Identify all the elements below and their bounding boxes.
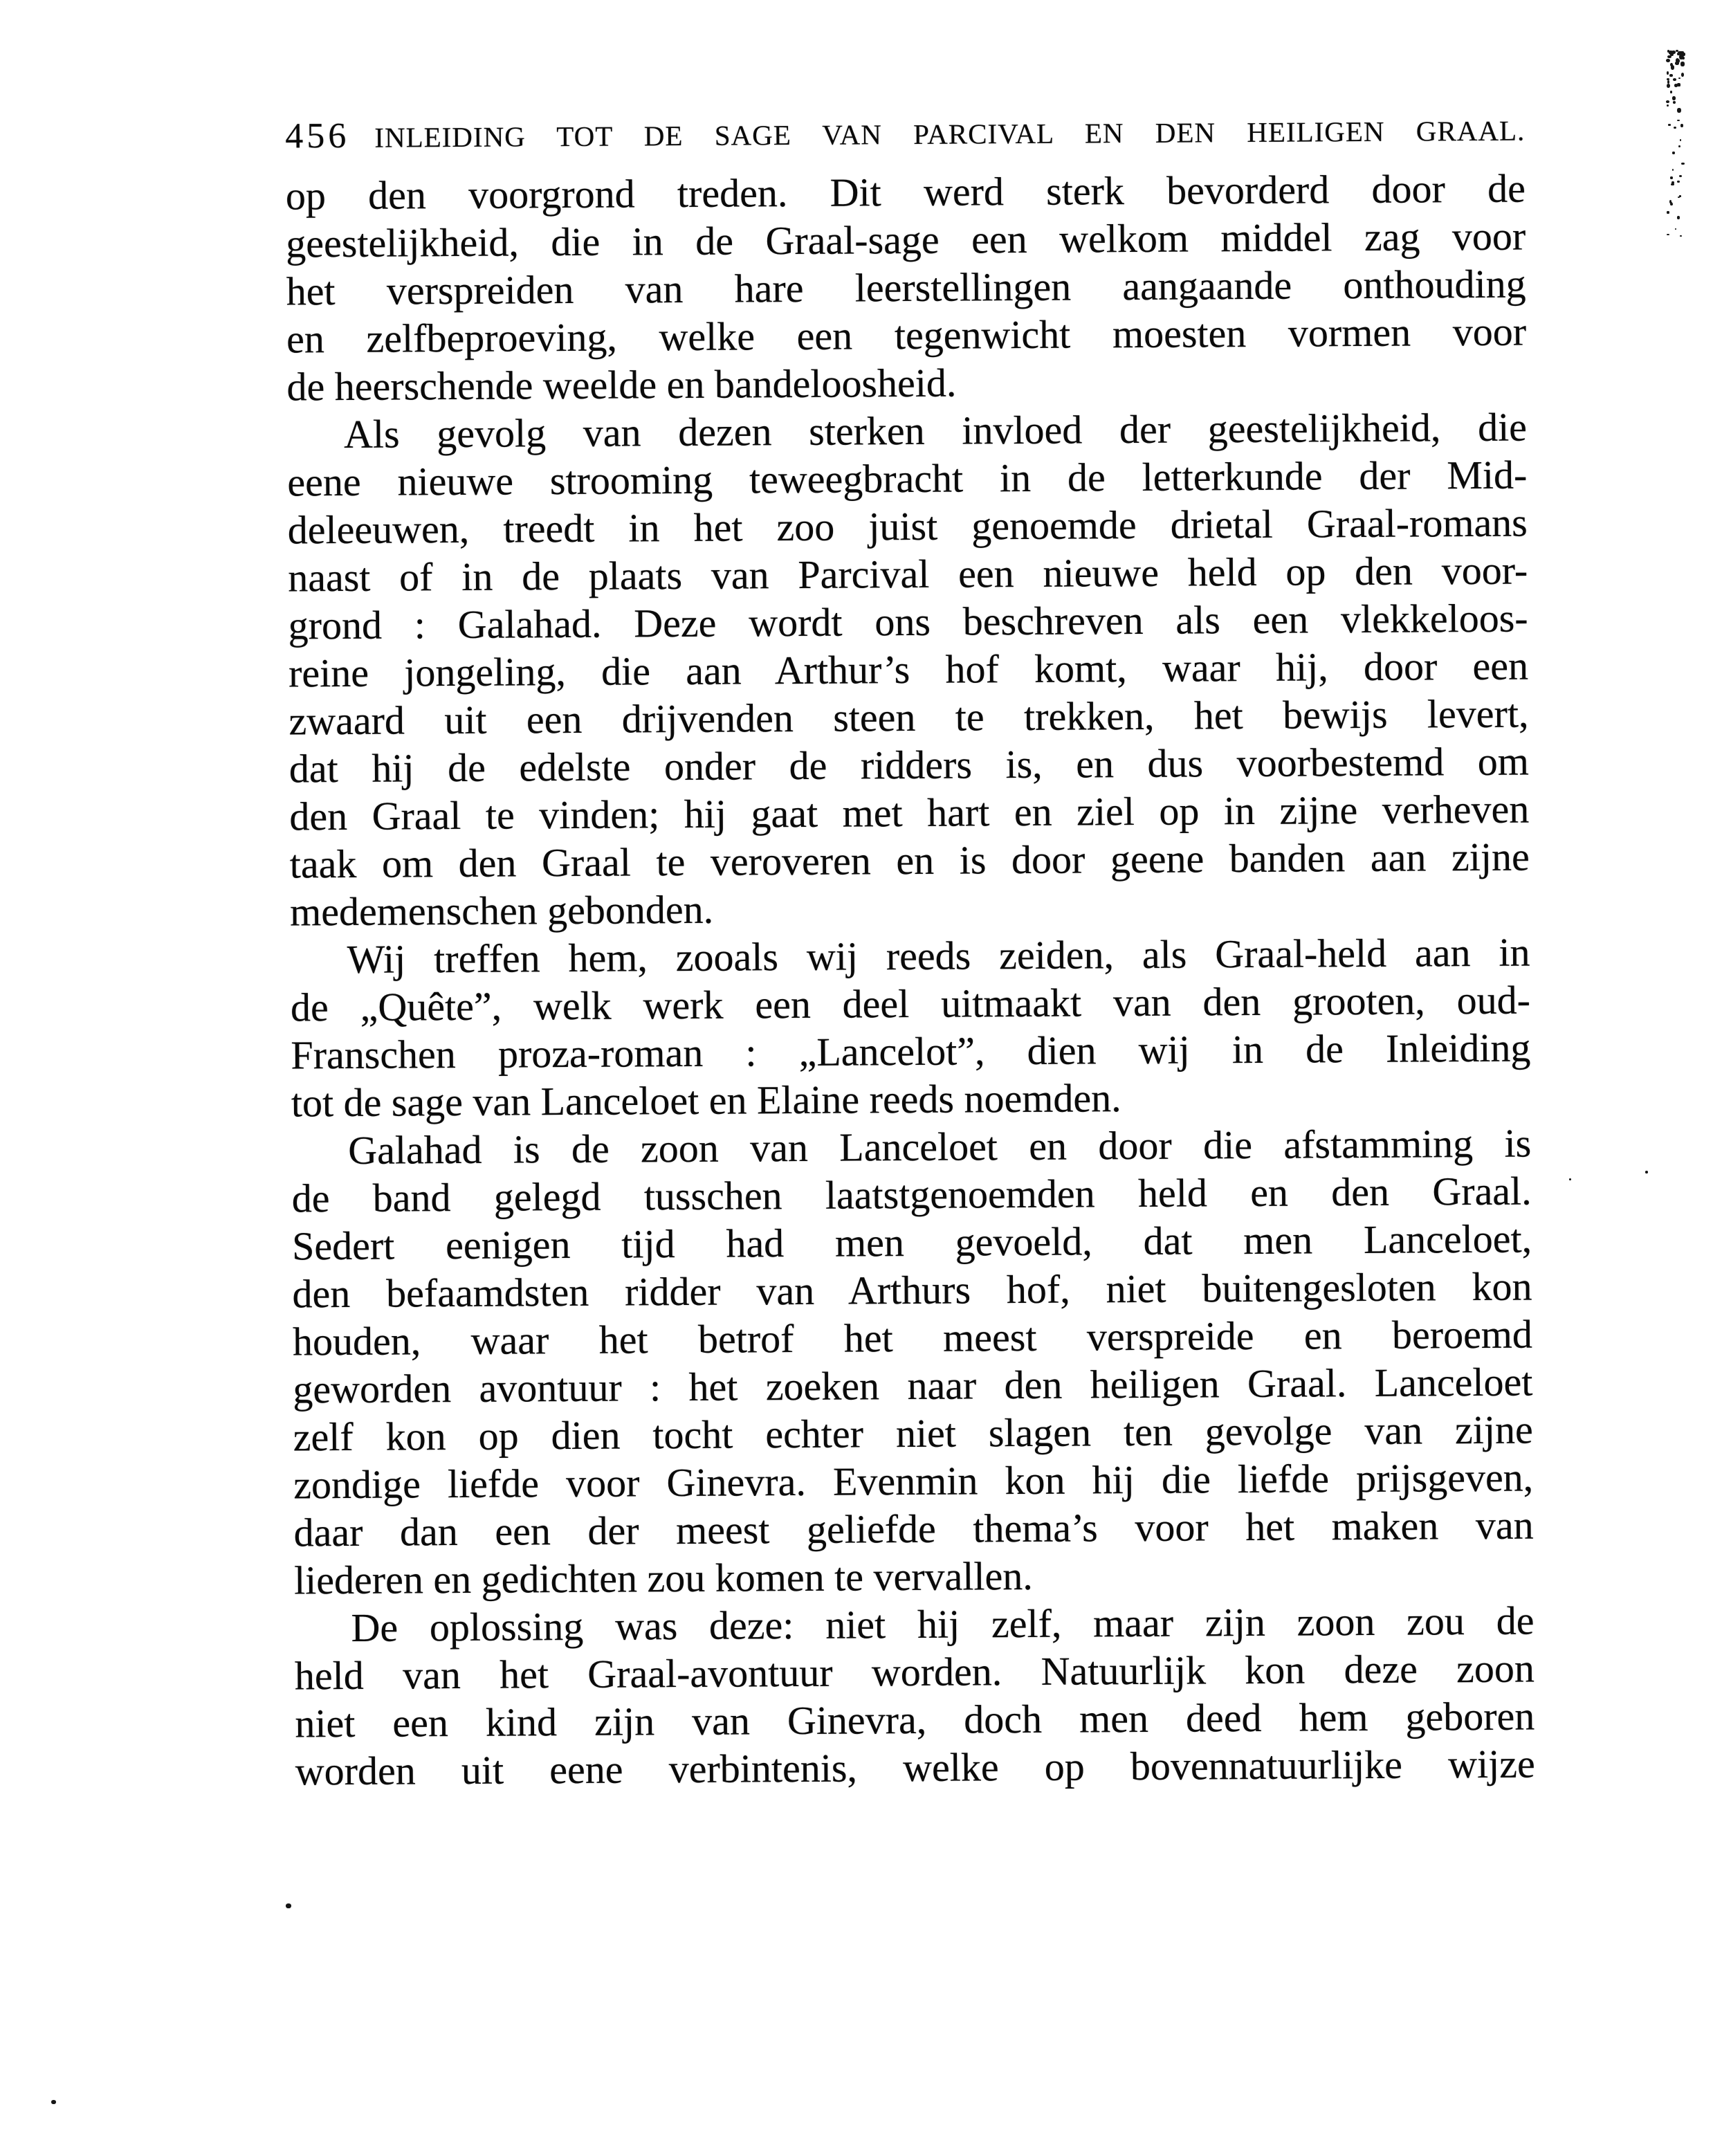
text-line: op den voorgrond treden. Dit werd sterk bevorderd door de — [285, 165, 1526, 219]
text-line: Franschen proza-roman : „Lancelot”, dien wij in de Inleiding — [291, 1025, 1531, 1078]
text-line: de band gelegd tusschen laatstgenoemden held en den Graal. — [291, 1168, 1532, 1221]
text-line: medemenschen gebonden. — [289, 886, 714, 935]
text-line: de heerschende weelde en bandeloosheid. — [286, 360, 957, 410]
text-line: daar dan een der meest geliefde thema’s voor het maken van — [293, 1502, 1534, 1555]
running-title: INLEIDING TOT DE SAGE VAN PARCIVAL EN DEN HEILIGEN GRAAL. — [374, 114, 1526, 154]
text-line: Galahad is de zoon van Lanceloet en door die afstamming is — [348, 1120, 1532, 1173]
text-line: De oplossing was deze: niet hij zelf, maar zijn zoon zou de — [351, 1598, 1535, 1650]
text-line: held van het Graal-avontuur worden. Natuurlijk kon deze zoon — [294, 1645, 1535, 1699]
text-line: liederen en gedichten zou komen te vervallen. — [293, 1553, 1033, 1603]
text-line: zelf kon op dien tocht echter niet slagen ten gevolge van zijne — [293, 1407, 1533, 1460]
page-header — [285, 109, 1525, 157]
text-line: den befaamdsten ridder van Arthurs hof, niet buitengesloten kon — [292, 1263, 1532, 1317]
text-line: zwaard uit een drijvenden steen te trekken, het bewijs levert, — [288, 691, 1529, 744]
text-line: zondige liefde voor Ginevra. Evenmin kon hij die liefde prijsgeven, — [293, 1454, 1534, 1508]
text-line: geworden avontuur : het zoeken naar den heiligen Graal. Lanceloet — [293, 1359, 1533, 1412]
text-line: naast of in de plaats van Parcival een nieuwe held op den voor- — [288, 547, 1528, 601]
text-line: worden uit eene verbintenis, welke op bovennatuurlijke wijze — [295, 1741, 1535, 1794]
text-line: grond : Galahad. Deze wordt ons beschreven als een vlekkeloos- — [288, 595, 1528, 648]
text-line: tot de sage van Lanceloet en Elaine reeds noemden. — [291, 1075, 1121, 1126]
text-line: den Graal te vinden; hij gaat met hart en ziel op in zijne verheven — [289, 786, 1530, 839]
text-line: deleeuwen, treedt in het zoo juist genoemde drietal Graal-romans — [287, 500, 1528, 553]
text-line: en zelfbeproeving, welke een tegenwicht moesten vormen voor — [286, 309, 1527, 362]
text-line: taak om den Graal te veroveren en is door geene banden aan zijne — [289, 834, 1530, 887]
page-body-text — [286, 165, 1535, 1796]
text-line: eene nieuwe strooming teweegbracht in de letterkunde der Mid- — [287, 452, 1528, 505]
text-line: dat hij de edelste onder de ridders is, en dus voorbestemd om — [288, 738, 1530, 792]
text-line: Sedert eenigen tijd had men gevoeld, dat men Lanceloet, — [291, 1216, 1532, 1269]
text-line: Wij treffen hem, zooals wij reeds zeiden, als Graal-held aan in — [347, 929, 1530, 982]
text-line: niet een kind zijn van Ginevra, doch men deed hem geboren — [295, 1693, 1535, 1746]
text-line: houden, waar het betrof het meest verspreide en beroemd — [292, 1311, 1533, 1364]
text-line: reine jongeling, die aan Arthur’s hof komt, waar hij, door een — [288, 643, 1529, 696]
page-number: 456 — [285, 116, 350, 156]
text-line: geestelijkheid, die in de Graal-sage een welkom middel zag voor — [286, 213, 1526, 266]
text-line: Als gevolg van dezen sterken invloed der geestelijkheid, die — [343, 404, 1528, 457]
text-line: de „Quête”, welk werk een deel uitmaakt van den grooten, oud- — [290, 977, 1531, 1030]
text-line: het verspreiden van hare leerstellingen aangaande onthouding — [286, 261, 1526, 314]
